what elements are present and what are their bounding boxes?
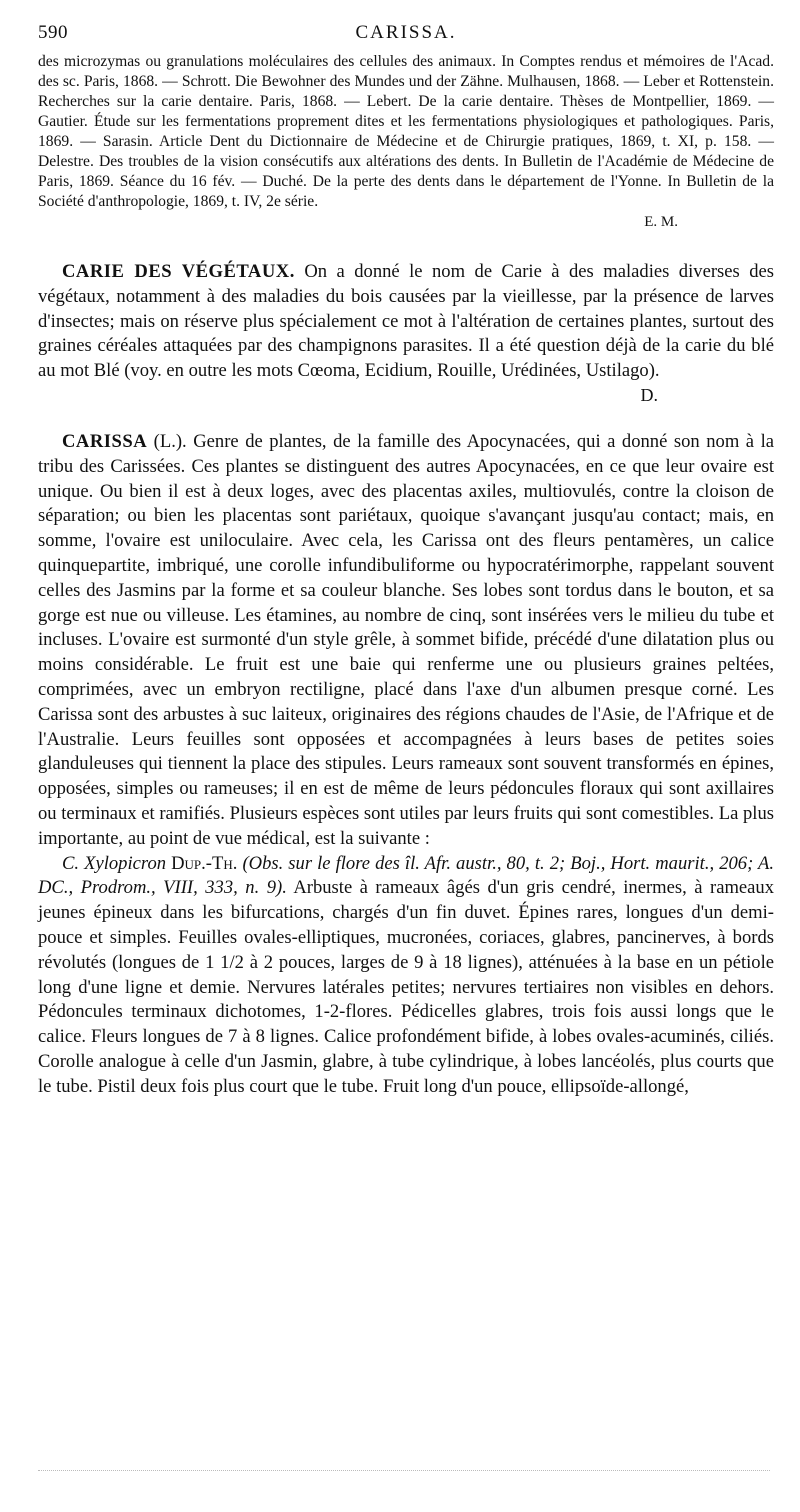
footer-rule	[38, 1470, 770, 1471]
species-description: Arbuste à rameaux âgés d'un gris cendré, inermes, à rameaux jeunes épineux dans les bifurcations, chargés d'un fin duvet. Épines rares, longues d'un demi-pouce et simples. Feuilles ovales-elliptiques, mucronées, coriaces, glabres, pancinerves, à bords révolutés (longues de 1 1/2 à 2 pouces, larges de 9 à 18 lignes), atténuées à la base en un pétiole long d'une ligne et demie. Nervures latérales petites; nervures tertiaires non visibles en dehors. Pédoncules terminaux dichotomes, 1-2-flores. Pédicelles glabres, trois fois aussi longs que le calice. Fleurs longues de 7 à 8 lignes. Calice profondément bifide, à lobes ovales-acuminés, ciliés. Corolle analogue à celle d'un Jasmin, glabre, à tube cylindrique, à lobes lancéolés, plus courts que le tube. Pistil deux fois plus court que le tube. Fruit long d'un pouce, ellipsoïde-allongé,	[38, 877, 775, 1097]
species-name: C. Xylopicron	[62, 852, 167, 874]
running-head: CARISSA.	[355, 22, 457, 43]
bibliography-block	[38, 52, 774, 232]
page-header	[38, 22, 774, 48]
document-page	[38, 22, 774, 1100]
headword-carie: CARIE DES VÉGÉTAUX.	[62, 261, 295, 282]
page-number: 590	[38, 22, 68, 43]
entry-body-carie: On a donné le nom de Carie à des maladies diverses des végétaux, notamment à des maladies du bois causées par la vieillesse, par la présence de larves d'insectes; mais on réserve plus spécialement ce mot à l'altération de certaines plantes, surtout des graines céréales attaquées par des champignons parasites. Il a été question déjà de la carie du blé au mot Blé (voy. en outre les mots Cœoma, Ecidium, Rouille, Urédinées, Ustilago).	[38, 261, 774, 382]
entry-carie-des-vegetaux	[38, 260, 774, 384]
entry-xylopicron	[38, 852, 774, 1100]
entry-carissa	[38, 430, 774, 852]
entry-body-carissa: Genre de plantes, de la famille des Apocynacées, qui a donné son nom à la tribu des Carissées. Ces plantes se distinguent des autres Apocynacées, en ce que leur ovaire est unique. Ou bien il est à deux loges, avec des placentas axiles, multiovulés, contre la cloison de séparation; ou bien les placentas sont pariétaux, quoique s'avançant jusqu'au contact; mais, en somme, l'ovaire est uniloculaire. Avec cela, les Carissa ont des fleurs pentamères, un calice quinquepartite, imbriqué, une corolle infundibuliforme ou hypocratérimorphe, rappelant souvent celles des Jasmins par la forme et sa couleur blanche. Ses lobes sont tordus dans le bouton, et sa gorge est nue ou villeuse. Les étamines, au nombre de cinq, sont insérées vers le milieu du tube et incluses. L'ovaire est surmonté d'un style grêle, à sommet bifide, précédé d'une dilatation plus ou moins considérable. Le fruit est une baie qui renferme une ou plusieurs graines peltées, comprimées, avec un embryon rectiligne, placé dans l'axe d'un albumen presque corné. Les Carissa sont des arbustes à suc laiteux, originaires des régions chaudes de l'Asie, de l'Afrique et de l'Australie. Leurs feuilles sont opposées et accompagnées à leurs bases de petites soies glanduleuses qui tiennent la place des stipules. Leurs rameaux sont souvent transformés en épines, opposées, simples ou rameuses; il en est de même de leurs pédoncules floraux qui sont axillaires ou terminaux et ramifiés. Plusieurs espèces sont utiles par leurs fruits qui sont comestibles. La plus importante, au point de vue médical, est la suivante :	[38, 430, 774, 849]
headword-author: (L.).	[153, 430, 187, 452]
author-signature: E. M.	[644, 214, 678, 230]
species-author: Dup.-Th.	[171, 852, 238, 874]
author-signature-d: D.	[640, 384, 658, 405]
bibliography-text: des microzymas ou granulations moléculaires des cellules des animaux. In Comptes rendus et mémoires de l'Acad. des sc. Paris, 1868. — Schrott. Die Bewohner des Mundes und der Zähne. Mulhausen, 1868. — Leber et Rottenstein. Recherches sur la carie dentaire. Paris, 1868. — Lebert. De la carie dentaire. Thèses de Montpellier, 1869. — Gautier. Étude sur les fermentations proprement dites et les fermentations physiologiques et pathologiques. Paris, 1869. — Sarasin. Article Dent du Dictionnaire de Médecine et de Chirurgie pratiques, 1869, t. XI, p. 158. — Delestre. Des troubles de la vision consécutifs aux altérations des dents. In Bulletin de l'Académie de Médecine de Paris, 1869. Séance du 16 fév. — Duché. De la perte des dents dans le département de l'Yonne. In Bulletin de la Société d'anthropologie, 1869, t. IV, 2e série.	[38, 53, 774, 210]
headword-carissa: CARISSA	[62, 430, 148, 452]
species-citation: (Obs. sur le flore des îl. Afr. austr., 80, t. 2; Boj., Hort. maurit., 206; A. DC., Prodrom., VIII, 333, n. 9).	[38, 852, 774, 899]
